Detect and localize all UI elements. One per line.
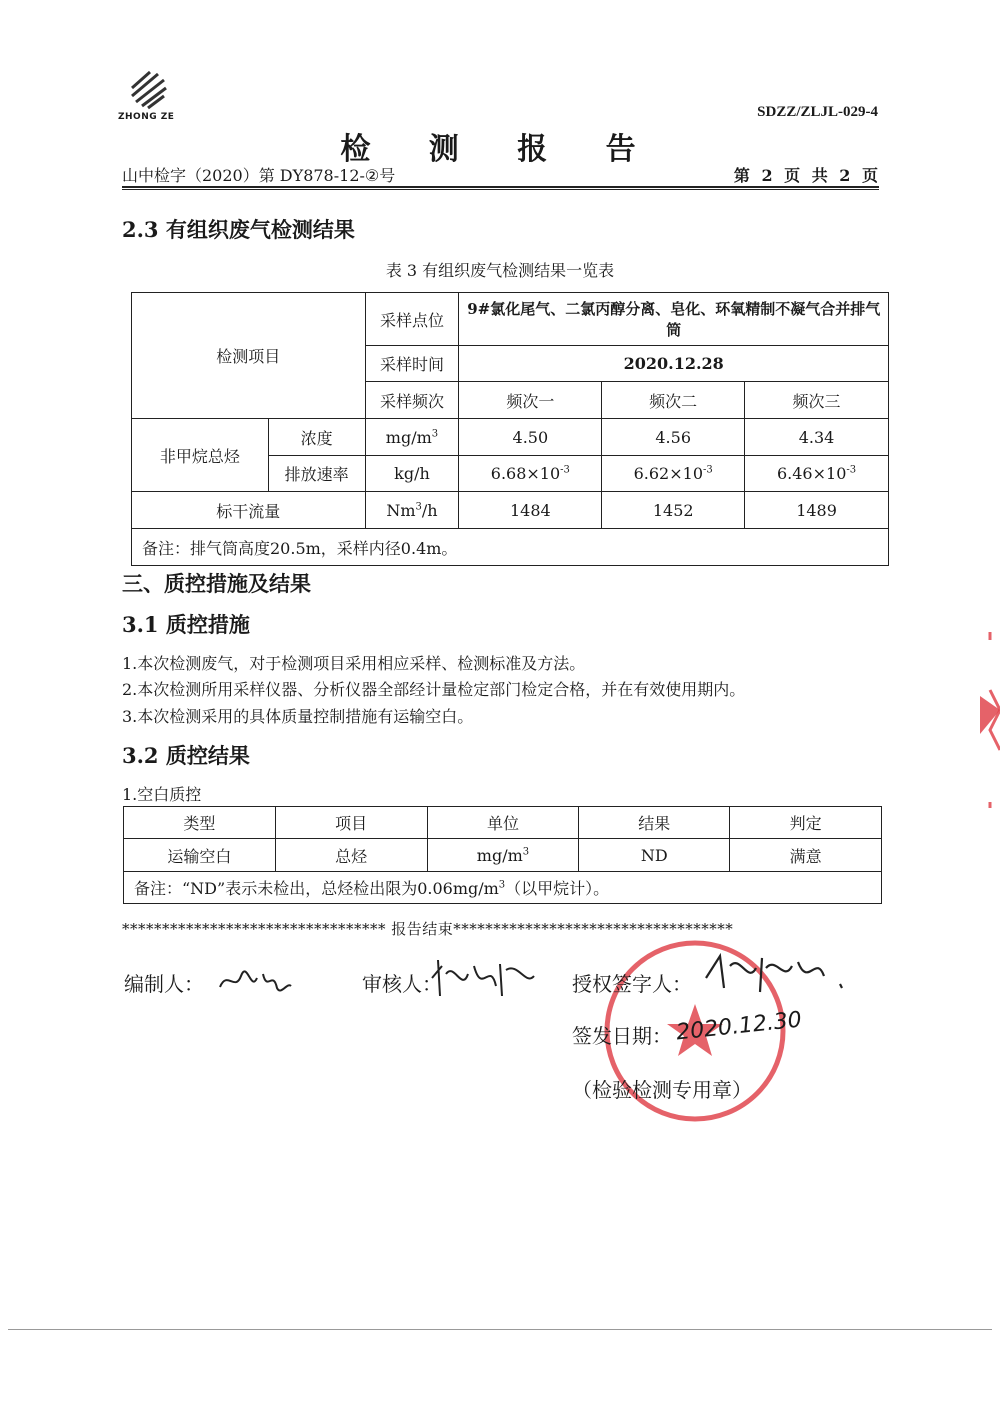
- conc-value-1: 4.50: [459, 419, 602, 456]
- measure-line-1: 1.本次检测废气，对于检测项目采用相应采样、检测标准及方法。: [122, 654, 586, 673]
- qc-header-type: 类型: [124, 807, 276, 839]
- table-caption: 表 3 有组织废气检测结果一览表: [385, 261, 615, 280]
- reviewer-label: 审核人：: [362, 972, 442, 996]
- stamp-label: （检验检测专用章）: [572, 1078, 752, 1102]
- report-reference: 山中检字（2020）第 DY878-12-②号: [122, 166, 396, 185]
- compiler-label: 编制人：: [124, 972, 204, 996]
- header-divider: [122, 186, 879, 188]
- qc-judgement: 满意: [730, 839, 882, 872]
- conc-label: 浓度: [268, 419, 365, 456]
- freq-3: 频次三: [745, 382, 889, 419]
- rate-label: 排放速率: [268, 456, 365, 492]
- measure-line-3: 3.本次检测采用的具体质量控制措施有运输空白。: [122, 707, 474, 726]
- freq-2: 频次二: [602, 382, 745, 419]
- compiler-signature-icon: [215, 962, 295, 1002]
- page-info: 第 2 页 共 2 页: [733, 166, 878, 185]
- flow-value-1: 1484: [459, 492, 602, 529]
- qc-header-item: 项目: [275, 807, 427, 839]
- pollutant-name: 非甲烷总烃: [132, 419, 269, 492]
- qc-header-unit: 单位: [427, 807, 579, 839]
- qc-header-judgement: 判定: [730, 807, 882, 839]
- section-heading-3-1: 3.1 质控措施: [122, 612, 250, 637]
- table-note: 备注：排气筒高度20.5m，采样内径0.4m。: [132, 529, 889, 566]
- document-code: SDZZ/ZLJL-029-4: [757, 104, 878, 120]
- page-bottom-rule: [8, 1329, 992, 1330]
- header-divider-thin: [122, 189, 879, 190]
- measure-line-2: 2.本次检测所用采样仪器、分析仪器全部经计量检定部门检定合格，并在有效使用期内。: [122, 680, 746, 699]
- reviewer-signature-icon: [428, 956, 538, 1004]
- flow-value-3: 1489: [745, 492, 889, 529]
- rate-value-2: $6.62\times 10^{-3}$: [602, 456, 745, 492]
- flow-unit: Nm$^3$/h: [365, 492, 459, 529]
- issue-date-handwritten: 2020.12.30: [675, 1007, 803, 1046]
- edge-stamp-fragment-icon: [960, 630, 1000, 810]
- freq-1: 频次一: [459, 382, 602, 419]
- rate-value-1: $6.68\times 10^{-3}$: [459, 456, 602, 492]
- rate-value-3: $6.46\times 10^{-3}$: [745, 456, 889, 492]
- time-label: 采样时间: [365, 346, 459, 382]
- qc-type: 运输空白: [124, 839, 276, 872]
- conc-value-2: 4.56: [602, 419, 745, 456]
- qc-item: 总烃: [275, 839, 427, 872]
- qc-result: ND: [579, 839, 730, 872]
- point-value: 9#氯化尾气、二氯丙醇分离、皂化、环氧精制不凝气合并排气筒: [459, 293, 889, 346]
- qc-note: 备注：“ND”表示未检出，总烃检出限为$0.06mg/m^3$（以甲烷计）。: [124, 872, 882, 904]
- conc-value-3: 4.34: [745, 419, 889, 456]
- logo-text: ZHONG ZE: [118, 112, 175, 122]
- blank-qc-label: 1.空白质控: [122, 785, 202, 804]
- section-heading-3: 三、质控措施及结果: [122, 571, 311, 596]
- time-value: 2020.12.28: [459, 346, 889, 382]
- authorizer-signature-icon: [700, 948, 850, 998]
- flow-label: 标干流量: [132, 492, 366, 529]
- emission-results-table: [131, 292, 889, 566]
- item-header: 检测项目: [132, 293, 366, 419]
- authorizer-label: 授权签字人：: [572, 972, 692, 996]
- flow-value-2: 1452: [602, 492, 745, 529]
- conc-unit: $mg/m^3$: [365, 419, 459, 456]
- qc-unit: $mg/m^3$: [427, 839, 579, 872]
- freq-label: 采样频次: [365, 382, 459, 419]
- page-title: 检 测 报 告: [340, 132, 660, 167]
- section-heading-2-3: 2.3 有组织废气检测结果: [122, 217, 355, 242]
- issue-date-label: 签发日期：: [572, 1024, 672, 1048]
- qc-header-result: 结果: [579, 807, 730, 839]
- point-label: 采样点位: [365, 293, 459, 346]
- qc-results-table: [123, 806, 882, 904]
- section-heading-3-2: 3.2 质控结果: [122, 743, 250, 768]
- rate-unit: kg/h: [365, 456, 459, 492]
- report-end-line: ********************************* 报告结束***********************************: [122, 920, 734, 938]
